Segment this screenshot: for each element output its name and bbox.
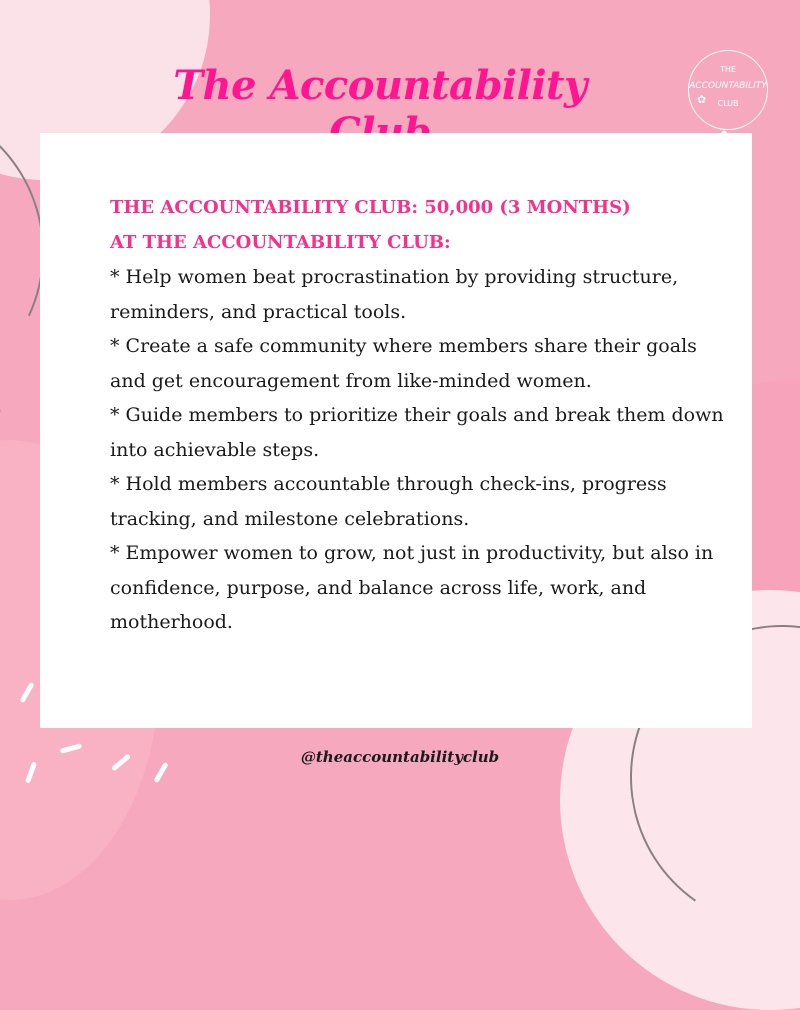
card-content [110,191,730,640]
logo-text-middle: ACCOUNTABILITY [689,81,767,91]
list-item: * Hold members accountable through check-ins, progress tracking, and milestone celebrations. [110,473,667,530]
list-item: * Create a safe community where members share their goals and get encouragement from like-minded women. [110,335,697,392]
flower-icon: ✿ [697,93,707,106]
list-item: * Empower women to grow, not just in productivity, but also in confidence, purpose, and balance across life, work, and motherhood. [110,542,714,633]
card-heading-price: THE ACCOUNTABILITY CLUB: 50,000 (3 MONTHS) [110,197,631,218]
list-item: * Help women beat procrastination by providing structure, reminders, and practical tools. [110,266,679,323]
page-title: The Accountability [173,62,587,109]
list-item: * Guide members to prioritize their goals and break them down into achievable steps. [110,404,724,461]
content-card [40,133,752,728]
logo-text-top: THE [720,65,736,74]
social-handle: @theaccountabilityclub [300,748,500,766]
club-logo [688,50,768,130]
logo-text-bottom: CLUB [717,99,739,108]
card-heading-intro: AT THE ACCOUNTABILITY CLUB: [110,231,451,253]
